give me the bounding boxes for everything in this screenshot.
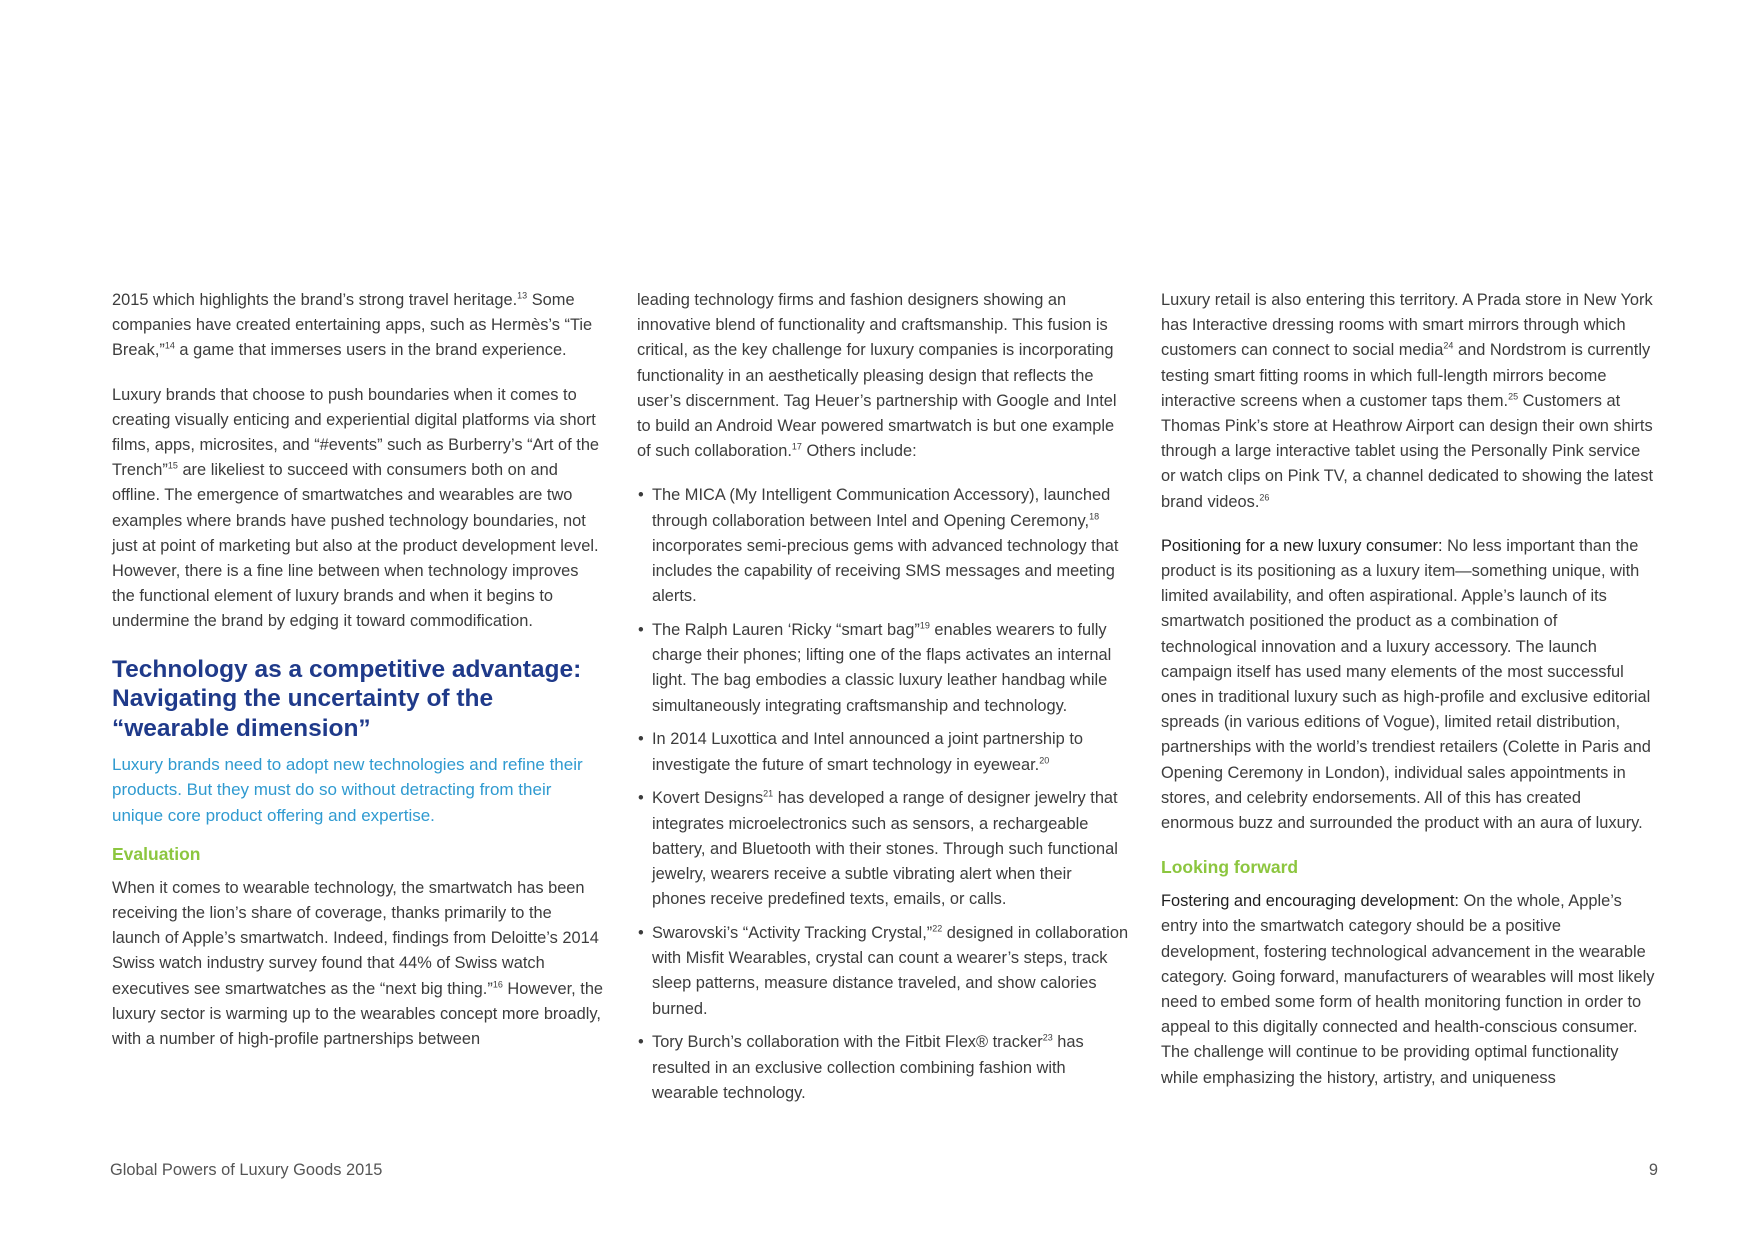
page-number: 9 <box>1648 1161 1658 1179</box>
paragraph-luxury-retail: Luxury retail is also entering this territory. A Prada store in New York has Interactive dressing rooms with smart mirrors through which customers can connect to social media$^{24}$ and Nordstrom is currently testing smart fitting rooms in which full-length mirrors become interactive screens when a customer taps them.$^{25}$ Customers at Thomas Pink’s store at Heathrow Airport can design their own shirts through a large interactive tablet using the Personally Pink service or watch clips on Pink TV, a channel dedicated to showing the latest brand videos.$^{26}$ <box>1161 291 1654 511</box>
list-item: • In 2014 Luxottica and Intel announced a joint partnership to investigate the future of smart technology in eyewear.$^{20}$ <box>637 727 1129 777</box>
list-item: • The MICA (My Intelligent Communication Accessory), launched through collaboration between Intel and Opening Ceremony,$^{18}$ incorporates semi-precious gems with advanced technology that includes the capability of receiving SMS messages and meeting alerts. <box>637 483 1129 609</box>
paragraph-travel-heritage: 2015 which highlights the brand’s strong travel heritage.$^{13}$ Some companies have created entertaining apps, such as Hermès’s “Tie Break,”$^{14}$ a game that immerses users in the brand experience. <box>112 290 593 360</box>
footnote-ref[interactable]: 24 <box>1443 340 1454 351</box>
footnote-ref[interactable]: 18 <box>1089 511 1100 522</box>
footnote-ref[interactable]: 25 <box>1508 391 1519 402</box>
run-in-heading: Fostering and encouraging development: <box>1161 892 1459 911</box>
footnote-ref[interactable]: 13 <box>517 290 528 301</box>
list-item: • The Ralph Lauren ‘Ricky “smart bag”$^{19}$ enables wearers to fully charge their phones; lifting one of the flaps activates an internal light. The bag embodies a classic luxury leather handbag while simultaneously integrating craftsmanship and technology. <box>637 618 1129 719</box>
footnote-ref[interactable]: 15 <box>167 460 178 471</box>
subheading-evaluation: Evaluation <box>112 843 201 864</box>
footer-title: Global Powers of Luxury Goods 2015 <box>110 1161 383 1179</box>
paragraph-evaluation: When it comes to wearable technology, the smartwatch has been receiving the lion’s share of coverage, thanks primarily to the launch of Apple’s smartwatch. Indeed, findings from Deloitte’s 2014 Swiss watch industry survey found that 44% of Swiss watch executives see smartwatches as the “next big thing.”$^{16}$ However, the luxury sector is warming up to the wearables concept more broadly, with a number of high-profile partnerships between <box>112 878 604 1048</box>
section-lead: Luxury brands need to adopt new technologies and refine their products. But they must do so without detracting from their unique core product offering and expertise. <box>112 755 583 825</box>
column-2 <box>637 288 1129 1115</box>
footnote-ref[interactable]: 23 <box>1042 1032 1053 1043</box>
footnote-ref[interactable]: 14 <box>164 340 175 351</box>
list-item: • Swarovski’s “Activity Tracking Crystal,”$^{22}$ designed in collaboration with Misfit Wearables, crystal can count a wearer’s steps, track sleep patterns, measure distance traveled, and show calories burned. <box>637 921 1129 1022</box>
footnote-ref[interactable]: 20 <box>1039 755 1050 766</box>
examples-list <box>637 483 1129 1106</box>
section-heading: Technology as a competitive advantage: Navigating the uncertainty of the “wearable dimension” <box>112 655 582 742</box>
paragraph-positioning: Positioning for a new luxury consumer: No less important than the product is its positioning as a luxury item—something unique, with limited availability, and often aspirational. Apple’s launch of its smartwatch positioned the product as a combination of technological innovation and a luxury accessory. The launch campaign itself has used many elements of the most successful ones in traditional luxury such as high-profile and exclusive editorial spreads (in various editions of Vogue), limited retail distribution, partnerships with the world’s trendiest retailers (Colette in Paris and Opening Ceremony in London), individual sales appointments in stores, and celebrity endorsements. All of this has created enormous buzz and surrounded the product with an aura of luxury. <box>1161 536 1651 833</box>
subheading-looking-forward: Looking forward <box>1161 857 1299 878</box>
footnote-ref[interactable]: 21 <box>763 788 774 799</box>
footnote-ref[interactable]: 16 <box>492 979 503 990</box>
paragraph-partnerships: leading technology firms and fashion designers showing an innovative blend of functionality and craftsmanship. This fusion is critical, as the key challenge for luxury companies is incorporating functionality in an aesthetically pleasing design that reflects the user’s discernment. Tag Heuer’s partnership with Google and Intel to build an Android Wear powered smartwatch is but one example of such collaboration.$^{17}$ Others include: <box>637 291 1117 461</box>
paragraph-fostering: Fostering and encouraging development: On the whole, Apple’s entry into the smartwatch category should be a positive development, fostering technological advancement in the wearable category. Going forward, manufacturers of wearables will most likely need to embed some form of health monitoring function in order to appeal to this digitally connected and health-conscious consumer. The challenge will continue to be providing optimal functionality while emphasizing the history, artistry, and uniqueness <box>1161 892 1655 1087</box>
column-1 <box>112 288 604 1071</box>
footnote-ref[interactable]: 19 <box>919 620 930 631</box>
list-item: • Tory Burch’s collaboration with the Fitbit Flex® tracker$^{23}$ has resulted in an exclusive collection combining fashion with wearable technology. <box>637 1030 1129 1106</box>
run-in-heading: Positioning for a new luxury consumer: <box>1161 536 1443 555</box>
footnote-ref[interactable]: 17 <box>791 441 802 452</box>
footnote-ref[interactable]: 26 <box>1259 492 1270 503</box>
footnote-ref[interactable]: 22 <box>932 923 943 934</box>
paragraph-push-boundaries: Luxury brands that choose to push boundaries when it comes to creating visually enticing and experiential digital platforms via short films, apps, microsites, and “#events” such as Burberry’s “Art of the Trench”$^{15}$ are likeliest to succeed with consumers both on and offline. The emergence of smartwatches and wearables are two examples where brands have pushed technology boundaries, not just at point of marketing but also at the product development level. However, there is a fine line between when technology improves the functional element of luxury brands and when it begins to undermine the brand by edging it toward commodification. <box>112 385 600 631</box>
column-3 <box>1161 288 1655 1110</box>
list-item: • Kovert Designs$^{21}$ has developed a range of designer jewelry that integrates microelectronics such as sensors, a rechargeable battery, and Bluetooth with their stones. Through such functional jewelry, wearers receive a subtle vibrating alert when their phones receive predefined texts, emails, or calls. <box>637 786 1129 912</box>
